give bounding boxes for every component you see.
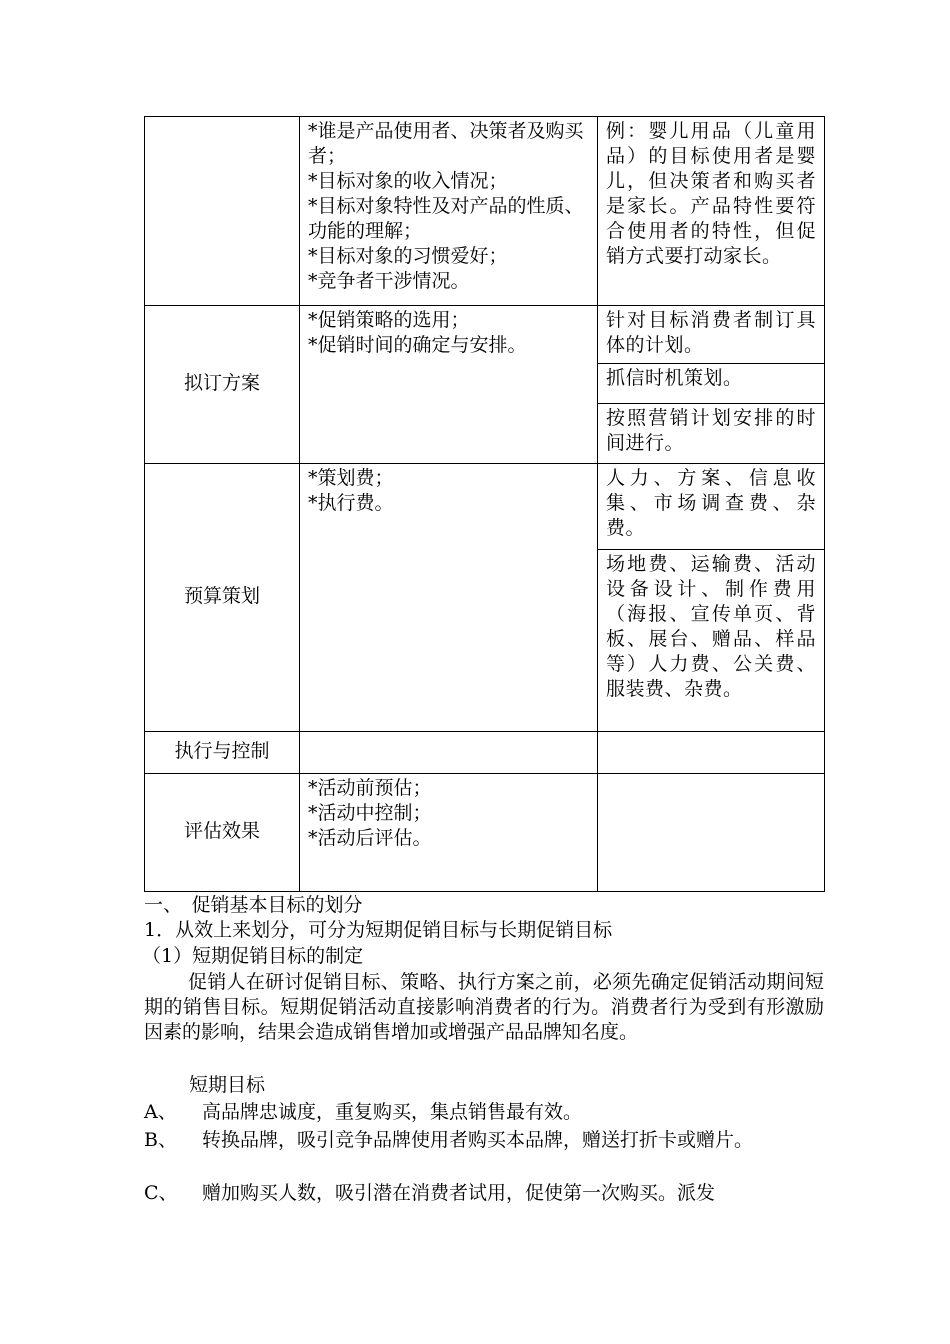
- stage-cell: 拟订方案: [145, 306, 300, 464]
- table-row: [145, 732, 825, 774]
- content-cell: [300, 732, 598, 774]
- content-cell: [300, 464, 598, 732]
- list-item: [144, 1128, 824, 1153]
- list-text: 转换品牌，吸引竞争品牌使用者购买本品牌，赠送打折卡或赠片。: [202, 1129, 754, 1151]
- short-goal-label: 短期目标: [189, 1074, 266, 1096]
- content-line: *促销时间的确定与安排。: [308, 334, 527, 356]
- table-row: [145, 464, 825, 550]
- content-cell: [300, 117, 598, 306]
- content-line: *活动前预估；: [308, 777, 432, 799]
- list-text: 赠加购买人数，吸引潜在消费者试用，促使第一次购买。派发: [202, 1182, 716, 1204]
- note-cell: 例：婴儿用品（儿童用品）的目标使用者是婴儿，但决策者和购买者是家长。产品特性要符合使用者的特性，但促销方式要打动家长。: [598, 117, 825, 306]
- body-paragraph: 促销人在研讨促销目标、策略、执行方案之前，必须先确定促销活动期间短期的销售目标。短期促销活动直接影响消费者的行为。消费者行为受到有形激励因素的影响，结果会造成销售增加或增强产品品牌知名度。: [144, 971, 824, 1043]
- content-cell: [300, 774, 598, 892]
- table-row: [145, 117, 825, 306]
- subsection-heading: 1．从效上来划分，可分为短期促销目标与长期促销目标: [144, 919, 613, 941]
- table-row: [145, 306, 825, 364]
- promotion-plan-table: [144, 116, 825, 892]
- content-line: *活动中控制；: [308, 802, 432, 824]
- stage-cell: 评估效果: [145, 774, 300, 892]
- stage-cell: [145, 117, 300, 306]
- content-line: *竞争者干涉情况。: [308, 270, 470, 292]
- stage-cell: 预算策划: [145, 464, 300, 732]
- subsubsection-heading: （1）短期促销目标的制定: [142, 945, 364, 967]
- content-line: *目标对象特性及对产品的性质、功能的理解；: [308, 195, 584, 242]
- content-line: *谁是产品使用者、决策者及购买者；: [308, 120, 584, 167]
- note-cell: 针对目标消费者制订具体的计划。: [598, 306, 825, 364]
- content-line: *活动后评估。: [308, 827, 432, 849]
- table-row: [145, 774, 825, 892]
- content-line: *目标对象的习惯爱好；: [308, 245, 508, 267]
- note-cell: 按照营销计划安排的时间进行。: [598, 404, 825, 464]
- content-line: *促销策略的选用；: [308, 309, 470, 331]
- list-item: [144, 1181, 824, 1206]
- note-cell: [598, 732, 825, 774]
- list-marker: A、: [144, 1101, 177, 1123]
- list-text: 高品牌忠诚度，重复购买，集点销售最有效。: [202, 1101, 583, 1123]
- note-cell: [598, 774, 825, 892]
- list-marker: C、: [144, 1182, 178, 1204]
- content-line: *策划费；: [308, 467, 394, 489]
- list-item: [144, 1100, 824, 1125]
- content-line: *目标对象的收入情况；: [308, 170, 508, 192]
- note-cell: 人力、方案、信息收集、市场调查费、杂费。: [598, 464, 825, 550]
- content-cell: [300, 306, 598, 464]
- note-cell: 抓信时机策划。: [598, 364, 825, 404]
- stage-cell: 执行与控制: [145, 732, 300, 774]
- section-heading: 一、 促销基本目标的划分: [144, 894, 363, 916]
- list-marker: B、: [144, 1129, 177, 1151]
- note-cell: 场地费、运输费、活动设备设计、制作费用（海报、宣传单页、背板、展台、赠品、样品等）人力费、公关费、服装费、杂费。: [598, 550, 825, 732]
- content-line: *执行费。: [308, 492, 394, 514]
